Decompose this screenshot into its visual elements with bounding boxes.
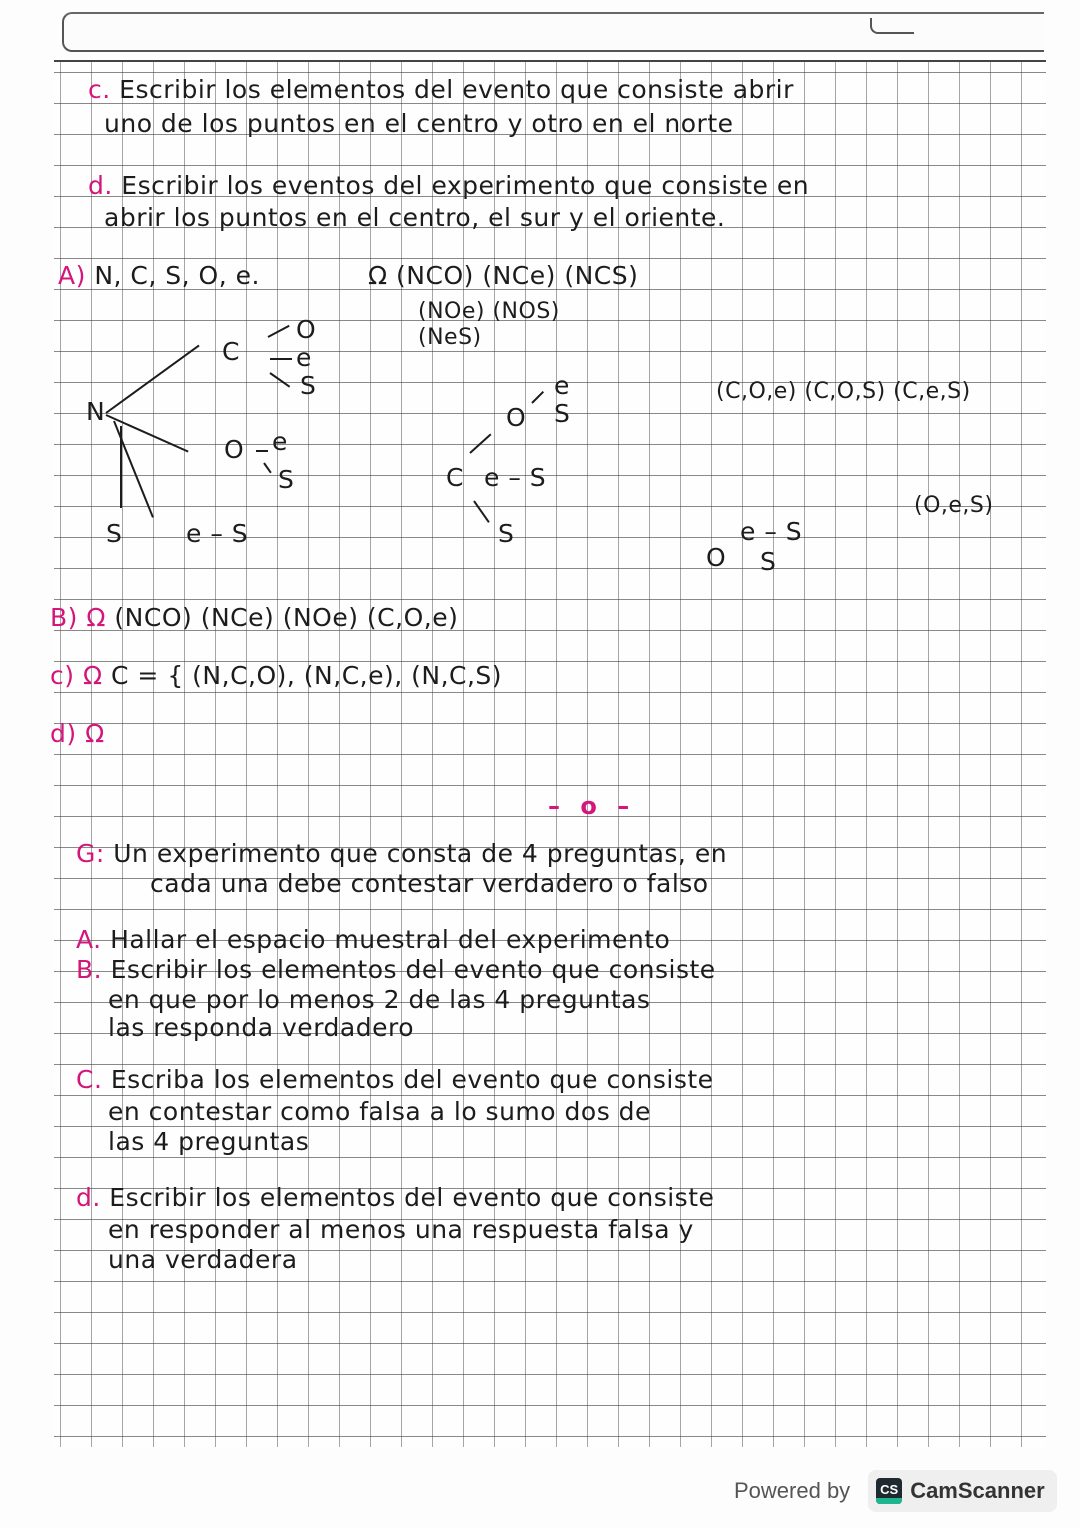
tree-leaf: e — [296, 343, 312, 372]
item-label: d. — [88, 171, 113, 200]
omega-symbol: Ω — [86, 603, 106, 632]
brand-name: CamScanner — [910, 1478, 1045, 1503]
problem2-item-d-line1: d. Escribir los elementos del evento que consiste — [76, 1183, 715, 1212]
omega-symbol: Ω — [82, 661, 103, 690]
problem2-statement-line1: G: Un experimento que consta de 4 preguntas, en — [76, 839, 728, 868]
tree-node-O: O — [706, 543, 727, 572]
notebook-header-notch — [870, 18, 914, 34]
camscanner-watermark — [734, 1470, 1057, 1512]
sample-space-right2: (O,e,S) — [914, 493, 994, 518]
section-divider: – o – — [548, 792, 636, 820]
sample-space-row3: (NeS) — [418, 325, 482, 350]
problem2-item-d-line2: en responder al menos una respuesta falsa y — [108, 1215, 694, 1244]
tree-node-C: C — [446, 463, 464, 492]
tree-node-O: O — [506, 403, 527, 432]
problem2-item-c-line1: C. Escriba los elementos del evento que consiste — [76, 1065, 714, 1094]
problem2-item-b-line2: en que por lo menos 2 de las 4 preguntas — [108, 985, 651, 1014]
tree-leaf: e — [554, 371, 570, 400]
problem2-statement-line2: cada una debe contestar verdadero o falso — [150, 869, 709, 898]
answer-label: A) — [58, 261, 86, 290]
answer-d: d) Ω — [50, 719, 105, 748]
tree-node-C: C — [222, 337, 240, 366]
answer-a-elements: A) N, C, S, O, e. — [58, 261, 260, 290]
problem2-item-c-line2: en contestar como falsa a lo sumo dos de — [108, 1097, 651, 1126]
tree-leaf: S — [300, 371, 317, 400]
tree-node-e-chain: e – S — [186, 519, 249, 548]
problem2-item-a: A. Hallar el espacio muestral del experimento — [76, 925, 671, 954]
sample-space-row2: (NOe) (NOS) — [418, 299, 560, 324]
powered-by-text: Powered by — [734, 1478, 851, 1503]
problem1-item-c-line2: uno de los puntos en el centro y otro en el norte — [104, 109, 734, 138]
answer-c: c) Ω C = { (N,C,O), (N,C,e), (N,C,S) — [50, 661, 503, 690]
problem2-item-d-line3: una verdadera — [108, 1245, 298, 1274]
problem1-item-d-line1: d. Escribir los eventos del experimento que consiste en — [88, 171, 810, 200]
tree-leaf: S — [554, 399, 571, 428]
sample-space-right1: (C,O,e) (C,O,S) (C,e,S) — [716, 379, 971, 404]
camscanner-badge — [868, 1470, 1057, 1512]
answer-b: B) Ω (NCO) (NCe) (NOe) (C,O,e) — [50, 603, 459, 632]
camscanner-logo-icon: CS — [876, 1478, 902, 1504]
problem2-item-b-line1: B. Escribir los elementos del evento que consiste — [76, 955, 716, 984]
tree-leaf: e — [272, 427, 288, 456]
problem1-item-d-line2: abrir los puntos en el centro, el sur y el oriente. — [104, 203, 726, 232]
tree-leaf: S — [498, 519, 515, 548]
tree-node-e-chain: e – S — [740, 517, 803, 546]
sample-space-row1: Ω (NCO) (NCe) (NCS) — [368, 261, 639, 290]
tree-leaf: S — [278, 465, 295, 494]
problem2-item-c-line3: las 4 preguntas — [108, 1127, 310, 1156]
tree-node-O: O — [224, 435, 245, 464]
problem2-item-b-line3: las responda verdadero — [108, 1013, 414, 1042]
tree-leaf: S — [760, 547, 777, 576]
problem-label: G: — [76, 839, 105, 868]
tree-node-e-chain: e – S — [484, 463, 547, 492]
tree-node-S: S — [106, 519, 123, 548]
tree-node-N: N — [86, 397, 106, 426]
item-label: c. — [88, 75, 111, 104]
problem1-item-c-line1: c. Escribir los elementos del evento que consiste abrir — [88, 75, 794, 104]
tree-leaf: O — [296, 315, 317, 344]
